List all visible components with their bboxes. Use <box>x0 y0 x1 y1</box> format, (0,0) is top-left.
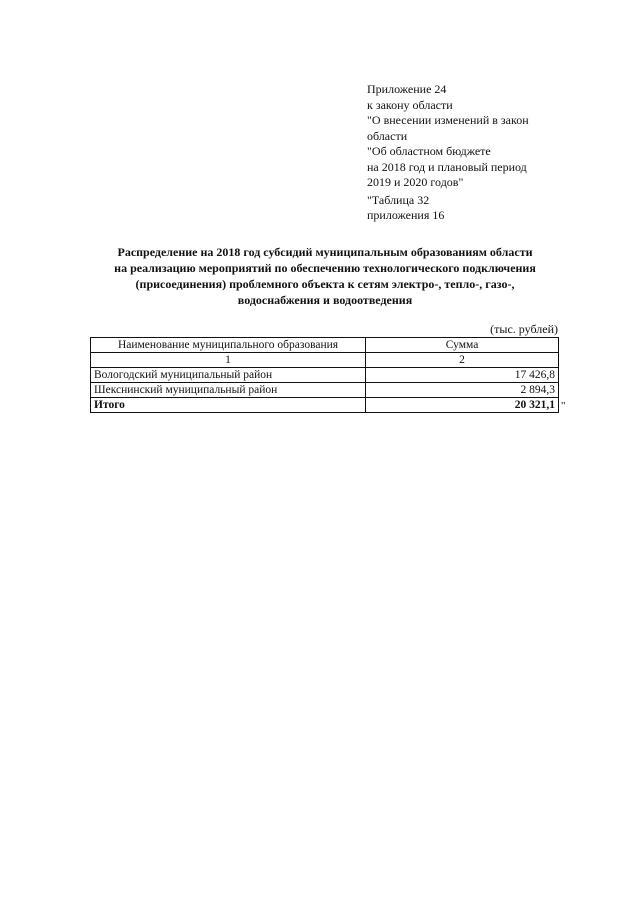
total-label: Итого <box>91 398 366 413</box>
title-line: водоснабжения и водоотведения <box>237 293 413 307</box>
header-line: на 2018 год и плановый период <box>367 159 527 174</box>
document-title <box>90 244 560 308</box>
total-row <box>91 398 559 413</box>
column-number: 1 <box>91 353 366 368</box>
title-line: на реализацию мероприятий по обеспечению технологического подключения <box>114 261 536 275</box>
district-name: Вологодский муниципальный район <box>91 368 366 383</box>
column-header-name: Наименование муниципального образования <box>91 338 366 353</box>
title-line: (присоединения) проблемного объекта к сетям электро-, тепло-, газо-, <box>135 277 515 291</box>
table-row <box>91 383 559 398</box>
district-amount: 17 426,8 <box>366 368 559 383</box>
column-header-amount: Сумма <box>366 338 559 353</box>
column-number: 2 <box>366 353 559 368</box>
header-line: "Таблица 32 <box>367 192 430 207</box>
header-line: Приложение 24 <box>367 82 447 96</box>
header-line: приложения 16 <box>367 208 445 222</box>
header-line: 2019 и 2020 годов" <box>367 175 464 189</box>
table-header-row <box>91 338 559 353</box>
total-amount: 20 321,1 <box>366 398 559 413</box>
closing-quote: " <box>561 400 566 412</box>
district-name: Шекснинский муниципальный район <box>91 383 366 398</box>
header-line: области <box>367 128 408 143</box>
district-amount: 2 894,3 <box>366 383 559 398</box>
header-line: к закону области <box>367 97 453 112</box>
header-line: "О внесении изменений в закон <box>367 113 529 127</box>
title-line: Распределение на 2018 год субсидий муниципальным образованиям области <box>117 245 533 259</box>
unit-label: (тыс. рублей) <box>490 322 558 336</box>
appendix-header <box>367 82 567 224</box>
subsidy-table <box>90 337 559 413</box>
column-number-row <box>91 353 559 368</box>
header-line: "Об областном бюджете <box>367 144 491 158</box>
table-row <box>91 368 559 383</box>
